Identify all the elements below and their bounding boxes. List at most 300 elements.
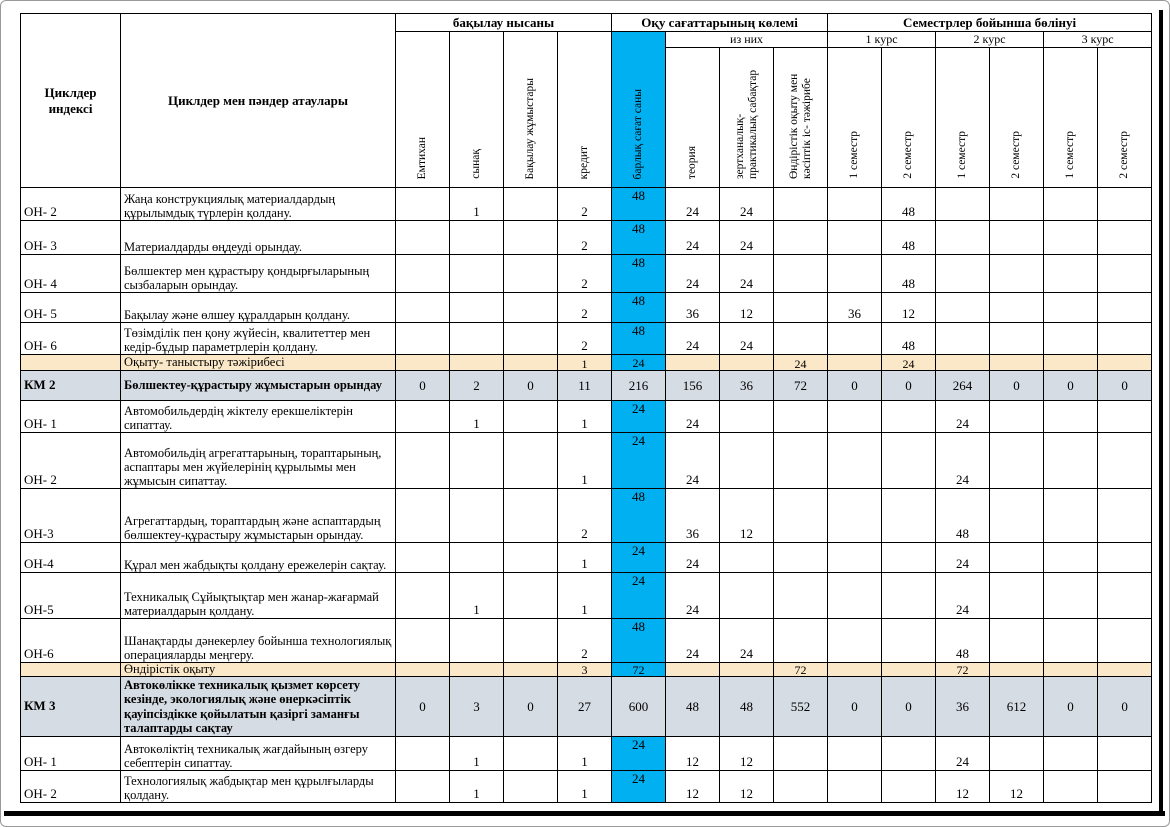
value-cell: 27 [558, 677, 612, 737]
value-cell: 36 [828, 293, 882, 323]
subject-row [21, 489, 1152, 543]
value-cell [1098, 543, 1152, 573]
header-course-2: 2 курс [936, 32, 1044, 48]
value-cell [828, 188, 882, 221]
value-cell [882, 771, 936, 803]
value-cell: 2 [558, 221, 612, 255]
total-hours-cell: 216 [612, 371, 666, 401]
value-cell: 0 [990, 371, 1044, 401]
total-hours-cell: 48 [612, 293, 666, 323]
page-bottom-border [4, 811, 1165, 816]
value-cell: 48 [720, 677, 774, 737]
value-cell [720, 543, 774, 573]
total-hours-cell: 48 [612, 619, 666, 663]
col-header-total-hours-label: барлық сағат саны [632, 88, 645, 179]
value-cell [666, 355, 720, 371]
col-header-course3-sem1 [1044, 48, 1098, 188]
value-cell [396, 188, 450, 221]
page-right-border [1159, 10, 1163, 816]
value-cell: 24 [666, 401, 720, 433]
value-cell [774, 737, 828, 771]
value-cell [1098, 771, 1152, 803]
cycle-index-cell: ОН- 2 [21, 433, 121, 489]
value-cell [504, 188, 558, 221]
value-cell [504, 355, 558, 371]
value-cell [396, 401, 450, 433]
curriculum-table [20, 13, 1152, 803]
subject-row [21, 573, 1152, 619]
subject-name-cell: Бөлшектеу-құрастыру жұмыстарын орындау [121, 371, 396, 401]
col-header-course1-sem2 [882, 48, 936, 188]
value-cell: 0 [396, 677, 450, 737]
value-cell: 72 [936, 663, 990, 677]
value-cell [828, 737, 882, 771]
value-cell [1098, 573, 1152, 619]
value-cell [990, 188, 1044, 221]
value-cell [990, 573, 1044, 619]
value-cell: 0 [1044, 371, 1098, 401]
col-header-test-label: сынақ [470, 149, 483, 179]
value-cell: 0 [882, 371, 936, 401]
cycle-index-cell: КМ 3 [21, 677, 121, 737]
value-cell: 12 [666, 737, 720, 771]
value-cell [504, 573, 558, 619]
value-cell [450, 433, 504, 489]
value-cell [774, 401, 828, 433]
col-header-theory-label: теория [686, 145, 699, 179]
value-cell: 72 [774, 371, 828, 401]
value-cell [1044, 188, 1098, 221]
value-cell [504, 489, 558, 543]
value-cell: 552 [774, 677, 828, 737]
value-cell [504, 293, 558, 323]
value-cell [504, 255, 558, 293]
cycle-index-cell: ОН-4 [21, 543, 121, 573]
subject-name-cell: Автокөлікке техникалық қызмет көрсету кезінде, экологиялық және өнеркәсіптік қауіпсіздікке қойылатын қазіргі заманғы талаптарды сақтау [121, 677, 396, 737]
value-cell [1044, 543, 1098, 573]
value-cell: 12 [990, 771, 1044, 803]
header-group-control: бақылау нысаны [396, 14, 612, 32]
value-cell [936, 323, 990, 355]
value-cell: 48 [882, 255, 936, 293]
value-cell: 1 [558, 771, 612, 803]
value-cell [720, 663, 774, 677]
value-cell [1098, 255, 1152, 293]
col-header-course2-sem1-label: 1 семестр [956, 131, 969, 179]
col-header-industrial-training [774, 48, 828, 188]
value-cell [990, 401, 1044, 433]
value-cell [774, 543, 828, 573]
value-cell [990, 737, 1044, 771]
value-cell [450, 663, 504, 677]
value-cell [882, 737, 936, 771]
value-cell: 0 [1098, 371, 1152, 401]
value-cell [396, 573, 450, 619]
value-cell: 24 [666, 255, 720, 293]
value-cell [1044, 663, 1098, 677]
value-cell [450, 221, 504, 255]
value-cell [504, 433, 558, 489]
subject-name-cell: Техникалық Сұйықтықтар мен жанар-жағармай материалдарын қолдану. [121, 573, 396, 619]
subject-row [21, 255, 1152, 293]
cycle-index-cell: ОН- 6 [21, 323, 121, 355]
value-cell [774, 619, 828, 663]
value-cell [450, 543, 504, 573]
value-cell: 24 [882, 355, 936, 371]
value-cell [828, 663, 882, 677]
value-cell: 0 [882, 677, 936, 737]
value-cell [774, 489, 828, 543]
subject-name-cell: Автомобильдің агрегаттарының, тораптарының, аспаптары мен жүйелерінің құрылымы мен жұмысын сипаттау. [121, 433, 396, 489]
value-cell: 1 [558, 401, 612, 433]
value-cell [882, 543, 936, 573]
value-cell [828, 221, 882, 255]
value-cell [828, 401, 882, 433]
value-cell [774, 573, 828, 619]
value-cell: 36 [666, 489, 720, 543]
value-cell: 24 [936, 401, 990, 433]
value-cell: 36 [936, 677, 990, 737]
value-cell [828, 433, 882, 489]
value-cell [1044, 255, 1098, 293]
value-cell [882, 401, 936, 433]
value-cell [450, 355, 504, 371]
header-course-3: 3 курс [1044, 32, 1152, 48]
subject-name-cell: Технологиялық жабдықтар мен құрылғыларды қолдану. [121, 771, 396, 803]
col-header-course1-sem1 [828, 48, 882, 188]
value-cell [396, 737, 450, 771]
value-cell [1044, 737, 1098, 771]
col-header-course1-sem1-label: 1 семестр [848, 131, 861, 179]
value-cell: 156 [666, 371, 720, 401]
value-cell: 12 [666, 771, 720, 803]
cycle-index-cell: ОН-3 [21, 489, 121, 543]
cycle-index-cell: ОН- 2 [21, 771, 121, 803]
cycle-index-cell: ОН- 3 [21, 221, 121, 255]
subject-row [21, 293, 1152, 323]
value-cell: 0 [828, 371, 882, 401]
value-cell: 0 [396, 371, 450, 401]
col-header-test [450, 32, 504, 188]
value-cell [450, 489, 504, 543]
value-cell [396, 663, 450, 677]
value-cell [1098, 433, 1152, 489]
cycle-index-cell [21, 355, 121, 371]
value-cell [504, 543, 558, 573]
total-hours-cell: 24 [612, 771, 666, 803]
value-cell [396, 255, 450, 293]
practice-row [21, 355, 1152, 371]
subject-name-cell: Материалдарды өңдеуді орындау. [121, 221, 396, 255]
col-header-control-works-label: Бақылау жұмыстары [524, 77, 537, 179]
value-cell: 1 [558, 543, 612, 573]
value-cell: 48 [882, 221, 936, 255]
value-cell [936, 293, 990, 323]
total-hours-cell: 48 [612, 489, 666, 543]
value-cell [504, 771, 558, 803]
value-cell [1044, 771, 1098, 803]
total-hours-cell: 24 [612, 401, 666, 433]
cycle-index-cell [21, 663, 121, 677]
cycle-index-cell: ОН-6 [21, 619, 121, 663]
value-cell [1044, 323, 1098, 355]
value-cell [882, 433, 936, 489]
value-cell [720, 573, 774, 619]
table-body [21, 188, 1152, 803]
value-cell [450, 255, 504, 293]
value-cell [882, 573, 936, 619]
total-hours-cell: 48 [612, 255, 666, 293]
value-cell [1098, 221, 1152, 255]
value-cell [882, 619, 936, 663]
col-header-course3-sem2-label: 2 семестр [1118, 131, 1131, 179]
value-cell [990, 221, 1044, 255]
value-cell [396, 355, 450, 371]
value-cell [936, 255, 990, 293]
value-cell: 24 [720, 255, 774, 293]
practice-row [21, 663, 1152, 677]
value-cell [1098, 293, 1152, 323]
subject-row [21, 543, 1152, 573]
total-hours-cell: 48 [612, 188, 666, 221]
value-cell [1098, 663, 1152, 677]
value-cell [396, 619, 450, 663]
value-cell: 2 [558, 323, 612, 355]
total-hours-cell: 24 [612, 573, 666, 619]
value-cell [1044, 489, 1098, 543]
value-cell: 24 [666, 543, 720, 573]
value-cell: 2 [450, 371, 504, 401]
col-header-course2-sem2 [990, 48, 1044, 188]
subject-name-cell: Бөлшектер мен құрастыру қондырғыларының сызбаларын орындау. [121, 255, 396, 293]
subject-name-cell: Бақылау және өлшеу құралдарын қолдану. [121, 293, 396, 323]
subject-row [21, 771, 1152, 803]
subject-row [21, 433, 1152, 489]
value-cell: 12 [720, 737, 774, 771]
value-cell [504, 401, 558, 433]
value-cell: 2 [558, 619, 612, 663]
value-cell [1044, 433, 1098, 489]
col-header-lab-practice [720, 48, 774, 188]
value-cell: 2 [558, 293, 612, 323]
value-cell: 24 [666, 323, 720, 355]
subject-name-cell: Жаңа конструкциялық материалдардың құрылымдық түрлерін қолдану. [121, 188, 396, 221]
value-cell [396, 323, 450, 355]
col-header-course1-sem2-label: 2 семестр [902, 131, 915, 179]
value-cell [936, 188, 990, 221]
value-cell: 24 [666, 433, 720, 489]
value-cell [396, 489, 450, 543]
value-cell [828, 255, 882, 293]
subject-name-cell: Өндірістік оқыту [121, 663, 396, 677]
value-cell: 24 [720, 323, 774, 355]
subject-row [21, 188, 1152, 221]
subject-row [21, 401, 1152, 433]
value-cell [990, 489, 1044, 543]
value-cell: 2 [558, 188, 612, 221]
col-header-exam-label: Емтихан [416, 136, 429, 179]
value-cell: 48 [936, 619, 990, 663]
value-cell [990, 433, 1044, 489]
value-cell: 12 [720, 293, 774, 323]
value-cell [1044, 293, 1098, 323]
value-cell: 2 [558, 489, 612, 543]
total-hours-cell: 600 [612, 677, 666, 737]
col-header-credit [558, 32, 612, 188]
value-cell: 1 [558, 573, 612, 619]
header-cycle-names: Циклдер мен пәндер атаулары [121, 14, 396, 188]
value-cell [1044, 355, 1098, 371]
value-cell [828, 619, 882, 663]
col-header-course2-sem2-label: 2 семестр [1010, 131, 1023, 179]
subject-name-cell: Автокөліктің техникалық жағдайының өзгеру себептерін сипаттау. [121, 737, 396, 771]
value-cell [1098, 619, 1152, 663]
value-cell [1098, 355, 1152, 371]
cycle-index-cell: ОН- 2 [21, 188, 121, 221]
value-cell [828, 771, 882, 803]
col-header-course3-sem2 [1098, 48, 1152, 188]
value-cell: 1 [450, 401, 504, 433]
total-hours-cell: 24 [612, 355, 666, 371]
value-cell [1098, 401, 1152, 433]
value-cell [450, 293, 504, 323]
value-cell: 24 [666, 221, 720, 255]
value-cell: 1 [450, 771, 504, 803]
value-cell: 3 [558, 663, 612, 677]
value-cell [936, 221, 990, 255]
value-cell: 12 [720, 771, 774, 803]
cycle-index-cell: КМ 2 [21, 371, 121, 401]
subject-row [21, 323, 1152, 355]
value-cell: 24 [936, 543, 990, 573]
cycle-index-cell: ОН- 1 [21, 737, 121, 771]
module-summary-row [21, 371, 1152, 401]
value-cell: 24 [666, 619, 720, 663]
value-cell: 24 [936, 573, 990, 619]
value-cell [990, 543, 1044, 573]
value-cell: 12 [882, 293, 936, 323]
value-cell: 0 [828, 677, 882, 737]
total-hours-cell: 72 [612, 663, 666, 677]
value-cell [774, 771, 828, 803]
value-cell [882, 489, 936, 543]
col-header-credit-label: кредит [578, 145, 591, 179]
value-cell [990, 255, 1044, 293]
value-cell: 72 [774, 663, 828, 677]
col-header-total-hours [612, 32, 666, 188]
value-cell [1098, 188, 1152, 221]
value-cell [666, 663, 720, 677]
value-cell: 0 [504, 677, 558, 737]
value-cell: 1 [450, 188, 504, 221]
value-cell [1044, 401, 1098, 433]
value-cell [828, 489, 882, 543]
total-hours-cell: 48 [612, 323, 666, 355]
value-cell: 12 [936, 771, 990, 803]
value-cell: 24 [936, 737, 990, 771]
value-cell: 24 [720, 188, 774, 221]
value-cell [1044, 619, 1098, 663]
header-course-1: 1 курс [828, 32, 936, 48]
value-cell [450, 323, 504, 355]
value-cell [882, 663, 936, 677]
value-cell [396, 543, 450, 573]
value-cell: 0 [504, 371, 558, 401]
value-cell [774, 255, 828, 293]
value-cell [1098, 323, 1152, 355]
col-header-exam [396, 32, 450, 188]
col-header-theory [666, 48, 720, 188]
value-cell [1044, 573, 1098, 619]
value-cell: 0 [1044, 677, 1098, 737]
value-cell [828, 355, 882, 371]
value-cell [450, 619, 504, 663]
header-group-semesters: Семестрлер бойынша бөлінуі [828, 14, 1152, 32]
value-cell [990, 663, 1044, 677]
value-cell [774, 433, 828, 489]
value-cell [504, 737, 558, 771]
value-cell: 24 [666, 573, 720, 619]
subject-row [21, 619, 1152, 663]
col-header-lab-practice-label: зертханалық-практикалық сабақтар [733, 69, 759, 179]
value-cell [1098, 489, 1152, 543]
value-cell: 24 [936, 433, 990, 489]
subject-row [21, 737, 1152, 771]
col-header-control-works [504, 32, 558, 188]
value-cell: 2 [558, 255, 612, 293]
value-cell: 1 [558, 737, 612, 771]
value-cell: 24 [774, 355, 828, 371]
value-cell: 36 [666, 293, 720, 323]
header-group-hours: Оқу сағаттарының көлемі [612, 14, 828, 32]
value-cell [396, 221, 450, 255]
total-hours-cell: 24 [612, 737, 666, 771]
value-cell [774, 221, 828, 255]
value-cell [504, 619, 558, 663]
header-of-them: из них [666, 32, 828, 48]
subject-row [21, 221, 1152, 255]
value-cell: 24 [666, 188, 720, 221]
value-cell [720, 433, 774, 489]
value-cell [504, 221, 558, 255]
col-header-course2-sem1 [936, 48, 990, 188]
value-cell [828, 323, 882, 355]
value-cell: 1 [450, 737, 504, 771]
value-cell: 36 [720, 371, 774, 401]
subject-name-cell: Агрегаттардың, тораптардың және аспаптардың бөлшектеу-құрастыру жұмыстарын орындау. [121, 489, 396, 543]
value-cell [774, 293, 828, 323]
value-cell: 0 [1098, 677, 1152, 737]
module-summary-row [21, 677, 1152, 737]
value-cell [504, 663, 558, 677]
subject-name-cell: Шанақтарды дәнекерлеу бойынша технологиялық операцияларды меңгеру. [121, 619, 396, 663]
value-cell [990, 293, 1044, 323]
value-cell [990, 355, 1044, 371]
value-cell [1098, 737, 1152, 771]
value-cell: 11 [558, 371, 612, 401]
subject-name-cell: Оқыту- таныстыру тәжірибесі [121, 355, 396, 371]
value-cell [828, 573, 882, 619]
subject-name-cell: Автомобильдердің жіктелу ерекшеліктерін сипаттау. [121, 401, 396, 433]
value-cell [504, 323, 558, 355]
value-cell [396, 433, 450, 489]
col-header-industrial-training-label: Өндірістік оқыту мен кәсіптік іс- тәжірибе [787, 73, 813, 179]
value-cell: 48 [882, 323, 936, 355]
subject-name-cell: Құрал мен жабдықты қолдану ережелерін сақтау. [121, 543, 396, 573]
cycle-index-cell: ОН- 4 [21, 255, 121, 293]
value-cell: 3 [450, 677, 504, 737]
value-cell [1044, 221, 1098, 255]
